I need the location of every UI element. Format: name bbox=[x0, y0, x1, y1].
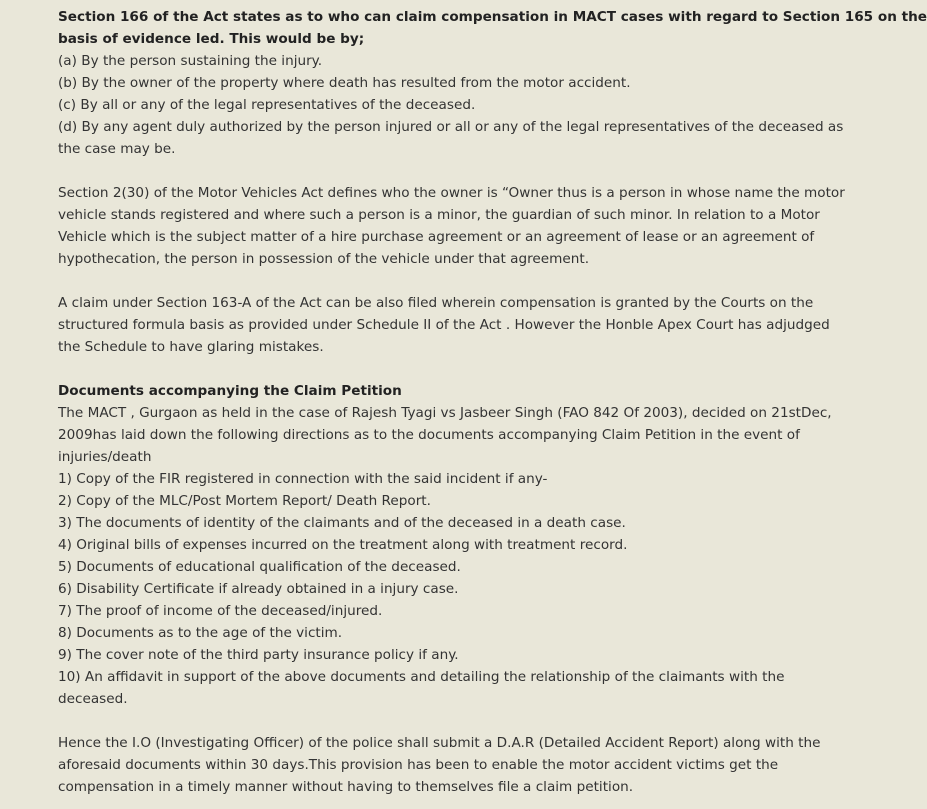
claimant-list-item: the case may be. bbox=[58, 141, 176, 157]
documents-list-item: 9) The cover note of the third party insurance policy if any. bbox=[58, 647, 459, 663]
article-body bbox=[58, 6, 927, 798]
documents-list-item: 2) Copy of the MLC/Post Mortem Report/ Death Report. bbox=[58, 493, 431, 509]
paragraph-line: A claim under Section 163-A of the Act can be also filed wherein compensation is granted by the Courts on the bbox=[58, 295, 814, 311]
paragraph-line: the Schedule to have glaring mistakes. bbox=[58, 339, 324, 355]
documents-list-item: 4) Original bills of expenses incurred on the treatment along with treatment record. bbox=[58, 537, 628, 553]
documents-list-item: 3) The documents of identity of the claimants and of the deceased in a death case. bbox=[58, 515, 626, 531]
conclusion-paragraph bbox=[58, 732, 821, 798]
claimant-list-item: (a) By the person sustaining the injury. bbox=[58, 53, 323, 69]
section-2-30-paragraph bbox=[58, 182, 845, 270]
documents-intro-line: The MACT , Gurgaon as held in the case of Rajesh Tyagi vs Jasbeer Singh (FAO 842 Of 2003), decided on 21stDec, bbox=[58, 405, 832, 421]
paragraph-gap bbox=[58, 710, 818, 732]
paragraph-line: vehicle stands registered and where such a person is a minor, the guardian of such minor. In relation to a Motor bbox=[58, 207, 820, 223]
paragraph-line: compensation in a timely manner without having to themselves file a claim petition. bbox=[58, 779, 634, 795]
section-163a-paragraph bbox=[58, 292, 830, 358]
documents-list-item: 8) Documents as to the age of the victim. bbox=[58, 625, 343, 641]
documents-list-item: deceased. bbox=[58, 691, 128, 707]
paragraph-gap bbox=[58, 358, 818, 380]
section-166-paragraph bbox=[58, 6, 927, 160]
paragraph-line: Hence the I.O (Investigating Officer) of the police shall submit a D.A.R (Detailed Accident Report) along with the bbox=[58, 735, 821, 751]
documents-list-item: 1) Copy of the FIR registered in connection with the said incident if any- bbox=[58, 471, 548, 487]
documents-list-item: 7) The proof of income of the deceased/injured. bbox=[58, 603, 383, 619]
paragraph-gap bbox=[58, 160, 818, 182]
documents-intro-line: injuries/death bbox=[58, 449, 152, 465]
paragraph-line: hypothecation, the person in possession of the vehicle under that agreement. bbox=[58, 251, 590, 267]
section-166-line: Section 166 of the Act states as to who can claim compensation in MACT cases with regard to Section 165 on the bbox=[58, 9, 927, 25]
paragraph-line: Section 2(30) of the Motor Vehicles Act defines who the owner is “Owner thus is a person in whose name the motor bbox=[58, 185, 845, 201]
documents-list-item: 5) Documents of educational qualification of the deceased. bbox=[58, 559, 461, 575]
documents-intro-line: 2009has laid down the following directions as to the documents accompanying Claim Petition in the event of bbox=[58, 427, 800, 443]
paragraph-line: Vehicle which is the subject matter of a hire purchase agreement or an agreement of lease or an agreement of bbox=[58, 229, 815, 245]
claimant-list-item: (d) By any agent duly authorized by the person injured or all or any of the legal representatives of the deceased as bbox=[58, 119, 844, 135]
documents-section bbox=[58, 380, 832, 710]
documents-list-item: 10) An affidavit in support of the above documents and detailing the relationship of the claimants with the bbox=[58, 669, 785, 685]
claimant-list-item: (c) By all or any of the legal representatives of the deceased. bbox=[58, 97, 476, 113]
claimant-list-item: (b) By the owner of the property where death has resulted from the motor accident. bbox=[58, 75, 631, 91]
documents-heading: Documents accompanying the Claim Petition bbox=[58, 383, 402, 399]
paragraph-line: aforesaid documents within 30 days.This provision has been to enable the motor accident victims get the bbox=[58, 757, 779, 773]
paragraph-line: structured formula basis as provided under Schedule II of the Act . However the Honble Apex Court has adjudged bbox=[58, 317, 830, 333]
section-166-line: basis of evidence led. This would be by; bbox=[58, 31, 365, 47]
documents-list-item: 6) Disability Certificate if already obtained in a injury case. bbox=[58, 581, 459, 597]
paragraph-gap bbox=[58, 270, 818, 292]
